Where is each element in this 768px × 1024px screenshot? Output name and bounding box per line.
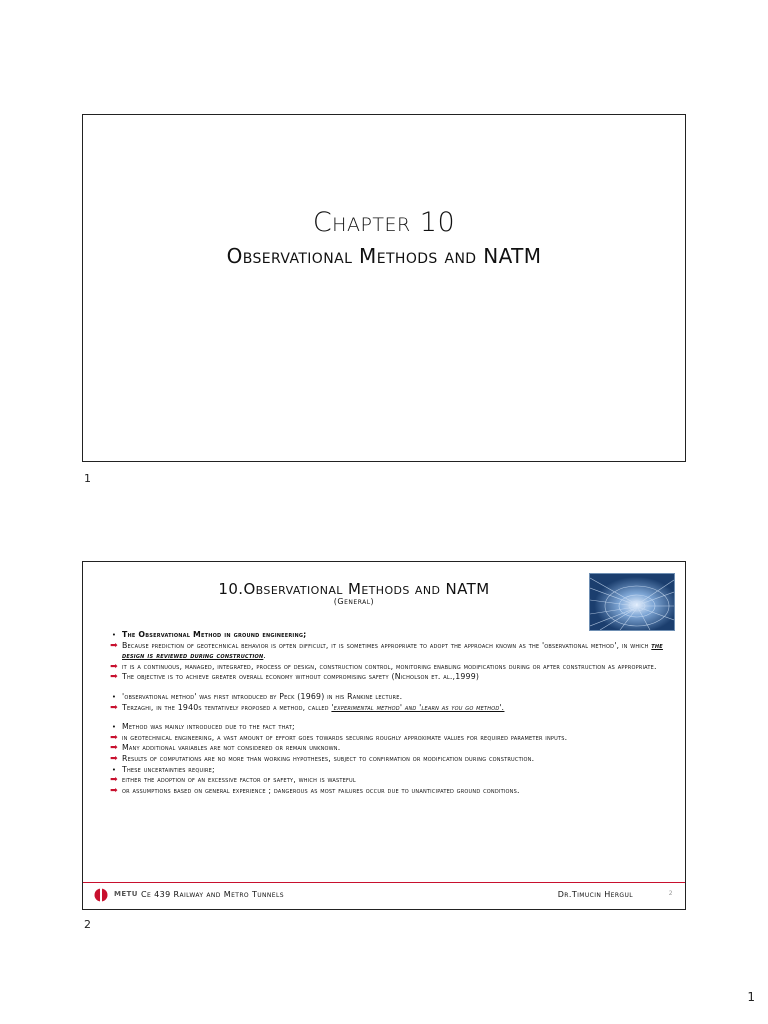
list-item <box>109 692 675 703</box>
list-item <box>109 786 675 797</box>
list-item-text: it is a continuous, managed, integrated, process of design, construction control, monitoring enabling modifications during or after construction as appropriate. <box>122 661 657 671</box>
arrow-bullet-icon: ➡ <box>110 732 118 743</box>
bullet-dot-icon: • <box>111 723 117 732</box>
list-item-text: Method was mainly introduced due to the fact that; <box>122 722 295 732</box>
slide-title: 10.Observational Methods and NATM <box>218 580 490 598</box>
chapter-subtitle: Observational Methods and NATM <box>226 244 542 268</box>
slide-subtitle: (General) <box>333 597 375 606</box>
list-item <box>109 672 675 683</box>
bullet-list <box>109 630 675 796</box>
arrow-bullet-icon: ➡ <box>110 672 118 683</box>
bullet-dot-icon: • <box>111 631 117 639</box>
slide-2 <box>82 561 686 910</box>
list-item-text: Because prediction of geotechnical behavior is often difficult, it is sometimes appropriate to adopt the approach known as the 'observational method', in which <box>122 640 652 650</box>
page-number: 1 <box>747 990 755 1004</box>
arrow-bullet-icon: ➡ <box>110 661 118 672</box>
emphasis-text: the design is reviewed during construction <box>122 640 663 661</box>
list-item <box>109 722 675 733</box>
author-name: Dr.Timucin Hergul <box>557 890 633 899</box>
list-item-text: 'observational method' was first introduced by Peck (1969) in his Rankine lecture. <box>122 691 403 701</box>
list-item <box>109 641 675 662</box>
arrow-bullet-icon: ➡ <box>110 775 118 786</box>
slide-1 <box>82 114 686 462</box>
metu-logo-icon <box>93 887 115 903</box>
list-item-text: These uncertainties require; <box>122 764 215 774</box>
bullet-dot-icon: • <box>111 692 117 701</box>
logo-text: METU <box>114 890 138 898</box>
emphasis-text: 'experimental method' and 'learn as you go method'. <box>331 702 505 712</box>
arrow-bullet-icon: ➡ <box>110 702 118 713</box>
arrow-bullet-icon: ➡ <box>110 743 118 754</box>
list-item-text: Results of computations are no more than working hypotheses, subject to confirmation or modification during construction. <box>122 753 535 763</box>
list-item-text-end: . <box>263 651 267 661</box>
list-item <box>109 630 675 641</box>
list-item <box>109 703 675 714</box>
tunnel-photo <box>589 573 675 631</box>
title-block <box>83 207 685 268</box>
list-item-text: either the adoption of an excessive factor of safety, which is wasteful <box>122 775 356 785</box>
arrow-bullet-icon: ➡ <box>110 753 118 764</box>
chapter-title: Chapter 10 <box>312 207 456 238</box>
footer-slide-number: 2 <box>668 890 673 897</box>
slide-2-number: 2 <box>84 918 91 931</box>
list-item-text: Terzaghi, in the 1940s tentatively proposed a method, called <box>122 702 332 712</box>
list-item-text: or assumptions based on general experience ; dangerous as most failures occur due to unanticipated ground conditions. <box>122 785 520 795</box>
list-item <box>109 754 675 765</box>
arrow-bullet-icon: ➡ <box>110 640 118 651</box>
list-item <box>109 775 675 786</box>
list-item <box>109 733 675 744</box>
list-item-text: The Observational Method in ground engineering; <box>122 630 307 639</box>
list-item <box>109 743 675 754</box>
slide-footer <box>83 882 685 909</box>
list-item-text: in geotechnical engineering, a vast amount of effort goes towards securing roughly approximate values for required parameter inputs. <box>122 732 568 742</box>
list-item <box>109 765 675 776</box>
bullet-dot-icon: • <box>111 765 117 774</box>
slide-1-number: 1 <box>84 472 91 485</box>
arrow-bullet-icon: ➡ <box>110 785 118 796</box>
list-item-text: The objective is to achieve greater overall economy without compromising safety (Nicholson et. al.,1999) <box>122 672 480 682</box>
list-item-text: Many additional variables are not considered or remain unknown. <box>122 743 341 753</box>
list-item <box>109 662 675 673</box>
course-name: Ce 439 Railway and Metro Tunnels <box>141 890 284 899</box>
